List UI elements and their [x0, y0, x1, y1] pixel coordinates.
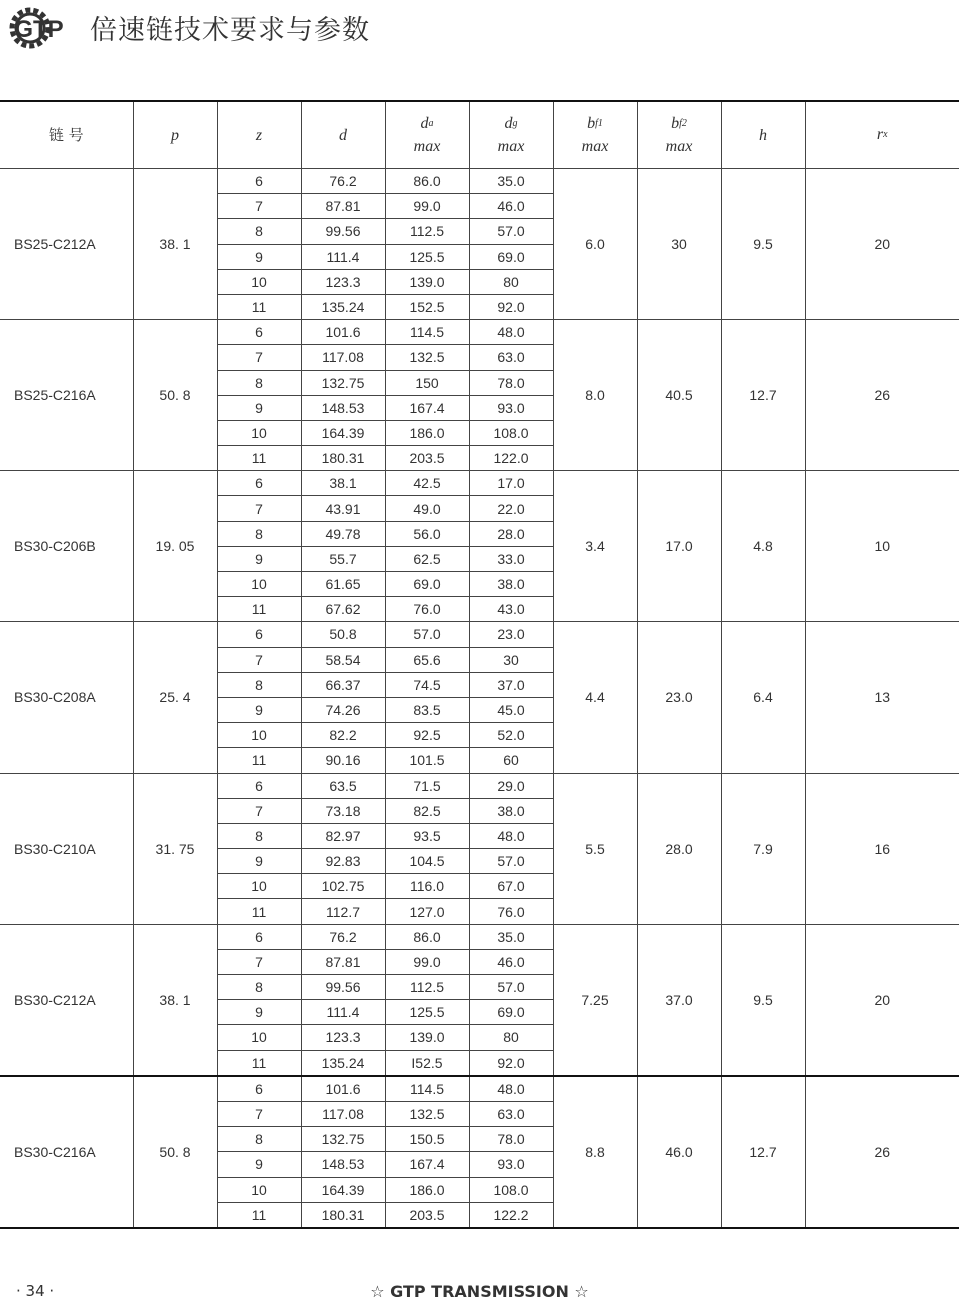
- diameter-dg: 33.0: [469, 546, 553, 571]
- diameter-dg: 63.0: [469, 1101, 553, 1126]
- pitch-p: 31. 75: [133, 773, 217, 924]
- teeth-z: 9: [217, 849, 301, 874]
- teeth-z: 7: [217, 647, 301, 672]
- diameter-d: 74.26: [301, 697, 385, 722]
- pitch-p: 38. 1: [133, 924, 217, 1076]
- diameter-d: 58.54: [301, 647, 385, 672]
- diameter-da: 62.5: [385, 546, 469, 571]
- diameter-da: 114.5: [385, 1076, 469, 1102]
- diameter-dg: 30: [469, 647, 553, 672]
- height-h: 12.7: [721, 1076, 805, 1228]
- diameter-d: 111.4: [301, 244, 385, 269]
- diameter-dg: 22.0: [469, 496, 553, 521]
- diameter-dg: 92.0: [469, 1050, 553, 1076]
- diameter-dg: 48.0: [469, 1076, 553, 1102]
- diameter-dg: 35.0: [469, 924, 553, 949]
- height-h: 12.7: [721, 320, 805, 471]
- diameter-dg: 46.0: [469, 194, 553, 219]
- table-row: [0, 320, 959, 345]
- chain-model: BS30-C216A: [0, 1076, 133, 1228]
- teeth-z: 10: [217, 874, 301, 899]
- teeth-z: 10: [217, 572, 301, 597]
- diameter-d: 87.81: [301, 194, 385, 219]
- teeth-z: 10: [217, 420, 301, 445]
- diameter-d: 111.4: [301, 1000, 385, 1025]
- diameter-d: 164.39: [301, 420, 385, 445]
- diameter-da: 150: [385, 370, 469, 395]
- teeth-z: 7: [217, 798, 301, 823]
- diameter-d: 99.56: [301, 219, 385, 244]
- teeth-z: 9: [217, 395, 301, 420]
- header-bf2: $b_{f2}$ max: [637, 101, 721, 169]
- page-number: · 34 ·: [16, 1282, 55, 1300]
- diameter-da: 112.5: [385, 219, 469, 244]
- diameter-da: 139.0: [385, 269, 469, 294]
- diameter-dg: 28.0: [469, 521, 553, 546]
- diameter-da: 57.0: [385, 622, 469, 647]
- table-row: [0, 169, 959, 194]
- page-title: 倍速链技术要求与参数: [90, 15, 370, 46]
- teeth-z: 11: [217, 899, 301, 924]
- diameter-da: 112.5: [385, 975, 469, 1000]
- teeth-z: 11: [217, 1202, 301, 1228]
- diameter-dg: 122.0: [469, 446, 553, 471]
- teeth-z: 10: [217, 1177, 301, 1202]
- diameter-da: 76.0: [385, 597, 469, 622]
- header-bf1: $b_{f1}$ max: [553, 101, 637, 169]
- width-bf2: 28.0: [637, 773, 721, 924]
- header-h: h: [721, 101, 805, 169]
- diameter-dg: 92.0: [469, 294, 553, 319]
- diameter-dg: 69.0: [469, 1000, 553, 1025]
- diameter-dg: 108.0: [469, 420, 553, 445]
- header-chain-no: 链 号: [0, 101, 133, 169]
- diameter-da: 74.5: [385, 672, 469, 697]
- diameter-d: 123.3: [301, 269, 385, 294]
- page-header: [0, 0, 959, 60]
- gtp-gear-logo-icon: [4, 6, 74, 50]
- diameter-da: 139.0: [385, 1025, 469, 1050]
- diameter-d: 61.65: [301, 572, 385, 597]
- radius-rx: 26: [805, 320, 959, 471]
- diameter-da: 186.0: [385, 1177, 469, 1202]
- diameter-dg: 43.0: [469, 597, 553, 622]
- diameter-dg: 60: [469, 748, 553, 773]
- diameter-da: I52.5: [385, 1050, 469, 1076]
- chain-model: BS30-C206B: [0, 471, 133, 622]
- table-header-row: [0, 101, 959, 169]
- diameter-da: 167.4: [385, 1152, 469, 1177]
- diameter-dg: 80: [469, 1025, 553, 1050]
- diameter-da: 150.5: [385, 1127, 469, 1152]
- diameter-da: 83.5: [385, 697, 469, 722]
- teeth-z: 6: [217, 320, 301, 345]
- diameter-dg: 93.0: [469, 1152, 553, 1177]
- teeth-z: 9: [217, 244, 301, 269]
- teeth-z: 11: [217, 446, 301, 471]
- diameter-da: 152.5: [385, 294, 469, 319]
- diameter-d: 148.53: [301, 1152, 385, 1177]
- diameter-dg: 57.0: [469, 219, 553, 244]
- diameter-dg: 63.0: [469, 345, 553, 370]
- diameter-da: 186.0: [385, 420, 469, 445]
- teeth-z: 7: [217, 949, 301, 974]
- header-p: p: [133, 101, 217, 169]
- radius-rx: 10: [805, 471, 959, 622]
- diameter-d: 117.08: [301, 1101, 385, 1126]
- diameter-da: 203.5: [385, 446, 469, 471]
- diameter-da: 127.0: [385, 899, 469, 924]
- width-bf1: 7.25: [553, 924, 637, 1076]
- table-row: [0, 773, 959, 798]
- teeth-z: 11: [217, 1050, 301, 1076]
- diameter-d: 66.37: [301, 672, 385, 697]
- pitch-p: 50. 8: [133, 320, 217, 471]
- teeth-z: 7: [217, 345, 301, 370]
- diameter-da: 42.5: [385, 471, 469, 496]
- header-rx: $r_x$: [805, 101, 959, 169]
- diameter-da: 99.0: [385, 949, 469, 974]
- width-bf2: 23.0: [637, 622, 721, 773]
- teeth-z: 10: [217, 269, 301, 294]
- diameter-d: 87.81: [301, 949, 385, 974]
- footer-brand: ☆ GTP TRANSMISSION ☆: [370, 1282, 589, 1301]
- diameter-d: 132.75: [301, 370, 385, 395]
- diameter-d: 82.2: [301, 723, 385, 748]
- diameter-d: 43.91: [301, 496, 385, 521]
- height-h: 6.4: [721, 622, 805, 773]
- header-d: d: [301, 101, 385, 169]
- teeth-z: 9: [217, 697, 301, 722]
- pitch-p: 19. 05: [133, 471, 217, 622]
- width-bf2: 37.0: [637, 924, 721, 1076]
- diameter-d: 55.7: [301, 546, 385, 571]
- diameter-d: 112.7: [301, 899, 385, 924]
- teeth-z: 8: [217, 1127, 301, 1152]
- width-bf1: 8.0: [553, 320, 637, 471]
- diameter-d: 101.6: [301, 320, 385, 345]
- table-row: [0, 622, 959, 647]
- diameter-da: 86.0: [385, 169, 469, 194]
- teeth-z: 6: [217, 471, 301, 496]
- teeth-z: 11: [217, 294, 301, 319]
- diameter-dg: 80: [469, 269, 553, 294]
- diameter-d: 63.5: [301, 773, 385, 798]
- diameter-d: 99.56: [301, 975, 385, 1000]
- height-h: 9.5: [721, 924, 805, 1076]
- teeth-z: 6: [217, 924, 301, 949]
- diameter-dg: 38.0: [469, 798, 553, 823]
- diameter-da: 203.5: [385, 1202, 469, 1228]
- diameter-da: 65.6: [385, 647, 469, 672]
- teeth-z: 8: [217, 823, 301, 848]
- header-dg: $d_g$ max: [469, 101, 553, 169]
- diameter-da: 71.5: [385, 773, 469, 798]
- chain-model: BS30-C210A: [0, 773, 133, 924]
- radius-rx: 13: [805, 622, 959, 773]
- diameter-da: 125.5: [385, 244, 469, 269]
- height-h: 7.9: [721, 773, 805, 924]
- diameter-d: 102.75: [301, 874, 385, 899]
- width-bf2: 46.0: [637, 1076, 721, 1228]
- diameter-dg: 37.0: [469, 672, 553, 697]
- width-bf1: 3.4: [553, 471, 637, 622]
- width-bf2: 30: [637, 169, 721, 320]
- table-row: [0, 1076, 959, 1102]
- diameter-d: 73.18: [301, 798, 385, 823]
- diameter-da: 99.0: [385, 194, 469, 219]
- diameter-dg: 48.0: [469, 823, 553, 848]
- chain-model: BS30-C208A: [0, 622, 133, 773]
- diameter-dg: 78.0: [469, 370, 553, 395]
- radius-rx: 20: [805, 169, 959, 320]
- teeth-z: 9: [217, 546, 301, 571]
- diameter-dg: 29.0: [469, 773, 553, 798]
- height-h: 9.5: [721, 169, 805, 320]
- diameter-d: 180.31: [301, 446, 385, 471]
- diameter-d: 148.53: [301, 395, 385, 420]
- radius-rx: 16: [805, 773, 959, 924]
- teeth-z: 8: [217, 975, 301, 1000]
- chain-model: BS25-C216A: [0, 320, 133, 471]
- width-bf2: 40.5: [637, 320, 721, 471]
- diameter-dg: 52.0: [469, 723, 553, 748]
- header-da: $d_a$ max: [385, 101, 469, 169]
- teeth-z: 11: [217, 597, 301, 622]
- teeth-z: 7: [217, 496, 301, 521]
- teeth-z: 10: [217, 723, 301, 748]
- width-bf1: 6.0: [553, 169, 637, 320]
- diameter-dg: 35.0: [469, 169, 553, 194]
- diameter-dg: 57.0: [469, 975, 553, 1000]
- teeth-z: 11: [217, 748, 301, 773]
- diameter-da: 167.4: [385, 395, 469, 420]
- teeth-z: 6: [217, 773, 301, 798]
- diameter-d: 123.3: [301, 1025, 385, 1050]
- diameter-dg: 108.0: [469, 1177, 553, 1202]
- teeth-z: 9: [217, 1000, 301, 1025]
- teeth-z: 8: [217, 219, 301, 244]
- width-bf1: 5.5: [553, 773, 637, 924]
- diameter-dg: 46.0: [469, 949, 553, 974]
- diameter-d: 82.97: [301, 823, 385, 848]
- diameter-da: 125.5: [385, 1000, 469, 1025]
- chain-spec-table: [0, 100, 959, 1229]
- teeth-z: 8: [217, 521, 301, 546]
- diameter-da: 104.5: [385, 849, 469, 874]
- diameter-d: 92.83: [301, 849, 385, 874]
- teeth-z: 7: [217, 1101, 301, 1126]
- diameter-dg: 17.0: [469, 471, 553, 496]
- diameter-da: 92.5: [385, 723, 469, 748]
- diameter-da: 49.0: [385, 496, 469, 521]
- table-body: [0, 169, 959, 1228]
- diameter-dg: 69.0: [469, 244, 553, 269]
- diameter-da: 132.5: [385, 1101, 469, 1126]
- diameter-da: 69.0: [385, 572, 469, 597]
- chain-model: BS30-C212A: [0, 924, 133, 1076]
- diameter-da: 86.0: [385, 924, 469, 949]
- diameter-d: 180.31: [301, 1202, 385, 1228]
- diameter-d: 38.1: [301, 471, 385, 496]
- diameter-dg: 93.0: [469, 395, 553, 420]
- width-bf1: 4.4: [553, 622, 637, 773]
- pitch-p: 38. 1: [133, 169, 217, 320]
- diameter-d: 135.24: [301, 294, 385, 319]
- diameter-dg: 122.2: [469, 1202, 553, 1228]
- diameter-da: 93.5: [385, 823, 469, 848]
- diameter-d: 101.6: [301, 1076, 385, 1102]
- diameter-d: 76.2: [301, 924, 385, 949]
- diameter-da: 56.0: [385, 521, 469, 546]
- chain-model: BS25-C212A: [0, 169, 133, 320]
- diameter-dg: 67.0: [469, 874, 553, 899]
- height-h: 4.8: [721, 471, 805, 622]
- diameter-da: 132.5: [385, 345, 469, 370]
- diameter-d: 50.8: [301, 622, 385, 647]
- diameter-dg: 38.0: [469, 572, 553, 597]
- teeth-z: 8: [217, 370, 301, 395]
- diameter-d: 132.75: [301, 1127, 385, 1152]
- teeth-z: 6: [217, 169, 301, 194]
- diameter-d: 76.2: [301, 169, 385, 194]
- diameter-d: 67.62: [301, 597, 385, 622]
- logo-text: GTP: [14, 16, 64, 43]
- diameter-dg: 23.0: [469, 622, 553, 647]
- diameter-dg: 76.0: [469, 899, 553, 924]
- teeth-z: 6: [217, 1076, 301, 1102]
- diameter-dg: 57.0: [469, 849, 553, 874]
- pitch-p: 50. 8: [133, 1076, 217, 1228]
- diameter-da: 101.5: [385, 748, 469, 773]
- diameter-da: 82.5: [385, 798, 469, 823]
- teeth-z: 9: [217, 1152, 301, 1177]
- header-z: z: [217, 101, 301, 169]
- radius-rx: 26: [805, 1076, 959, 1228]
- table-row: [0, 924, 959, 949]
- diameter-dg: 48.0: [469, 320, 553, 345]
- width-bf1: 8.8: [553, 1076, 637, 1228]
- diameter-da: 114.5: [385, 320, 469, 345]
- diameter-d: 135.24: [301, 1050, 385, 1076]
- diameter-da: 116.0: [385, 874, 469, 899]
- diameter-d: 49.78: [301, 521, 385, 546]
- diameter-d: 117.08: [301, 345, 385, 370]
- teeth-z: 7: [217, 194, 301, 219]
- radius-rx: 20: [805, 924, 959, 1076]
- pitch-p: 25. 4: [133, 622, 217, 773]
- diameter-dg: 45.0: [469, 697, 553, 722]
- teeth-z: 6: [217, 622, 301, 647]
- teeth-z: 8: [217, 672, 301, 697]
- teeth-z: 10: [217, 1025, 301, 1050]
- diameter-d: 164.39: [301, 1177, 385, 1202]
- width-bf2: 17.0: [637, 471, 721, 622]
- diameter-d: 90.16: [301, 748, 385, 773]
- diameter-dg: 78.0: [469, 1127, 553, 1152]
- table-row: [0, 471, 959, 496]
